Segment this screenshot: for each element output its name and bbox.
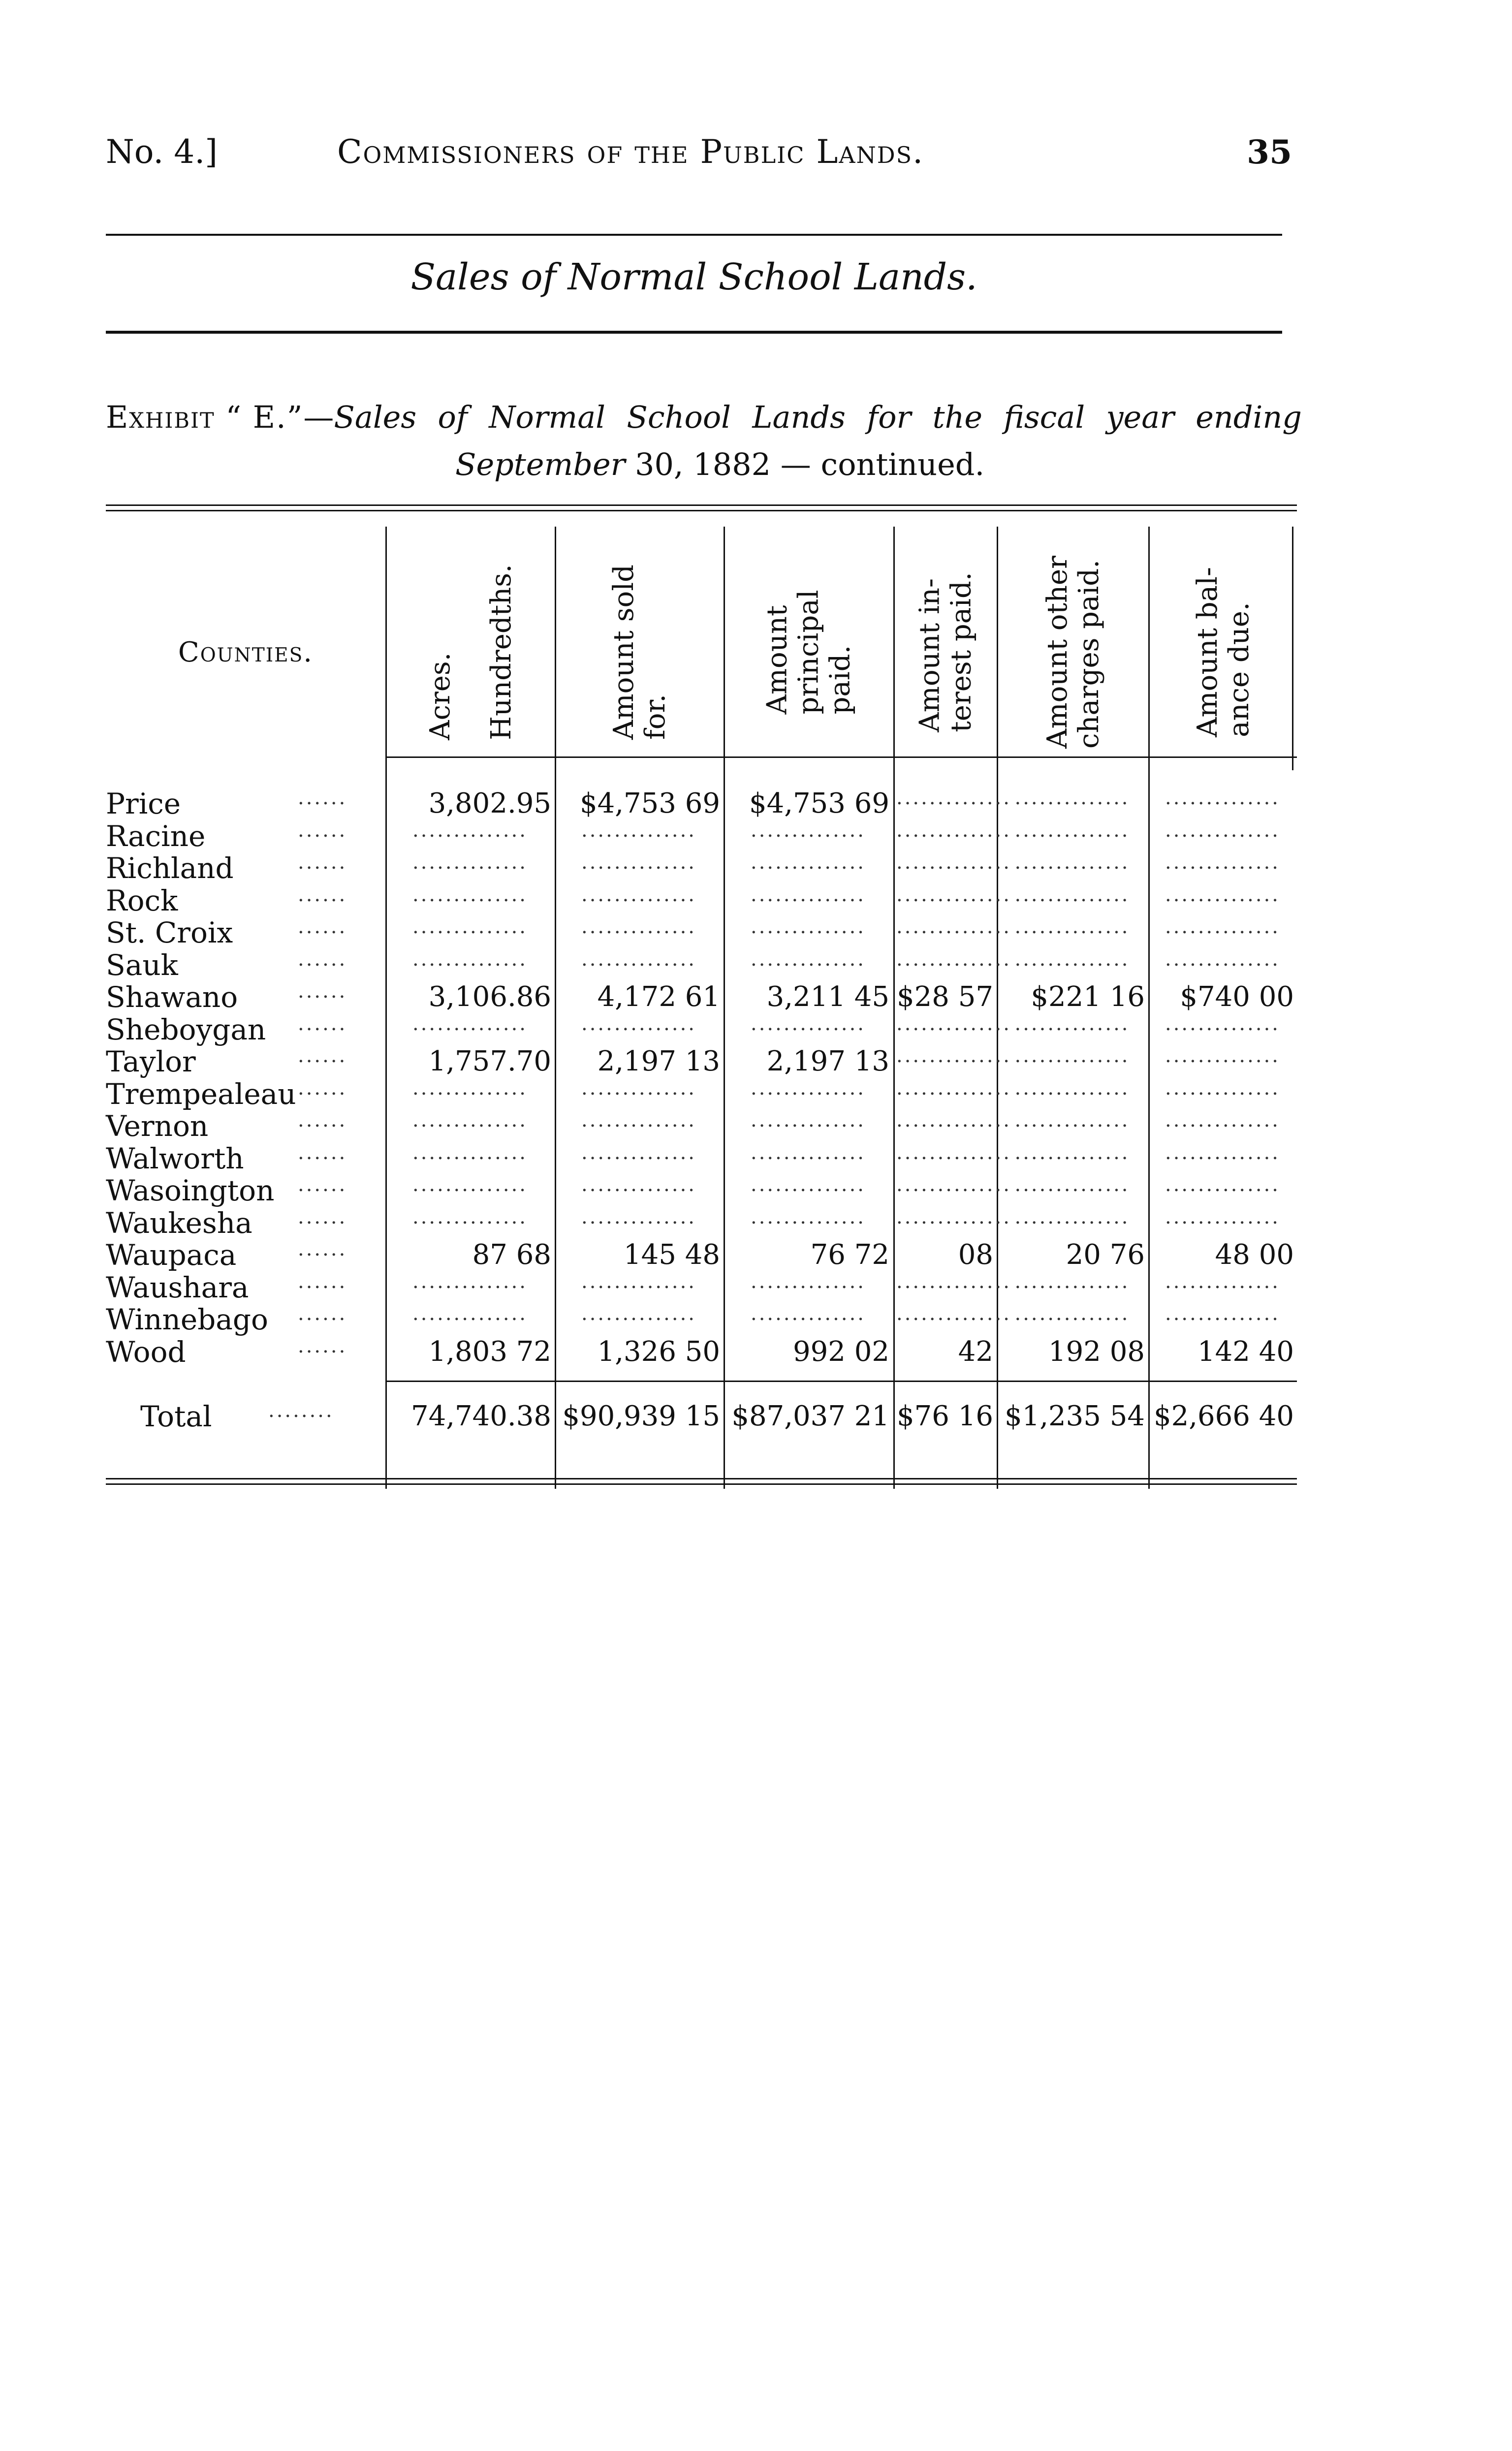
- county-name: Richland: [106, 851, 234, 885]
- table-row: [106, 1303, 1297, 1336]
- exhibit-word: the: [932, 399, 983, 435]
- total-other: $1,235 54: [1004, 1400, 1145, 1432]
- cell-balance: ··············: [1165, 1147, 1280, 1170]
- cell-other: ··············: [1014, 1147, 1130, 1170]
- exhibit-word: School: [627, 399, 731, 435]
- cell-interest: ··············: [896, 1115, 1012, 1137]
- leader-dots: ······: [298, 1179, 347, 1202]
- cell-balance: ··············: [1165, 953, 1280, 976]
- cell-balance: ··············: [1165, 1211, 1280, 1234]
- exhibit-date: 30, 1882 — continued.: [635, 446, 985, 482]
- cell-other: ··············: [1014, 921, 1130, 944]
- cell-sold: ··············: [581, 1179, 696, 1202]
- cell-other: ··············: [1014, 1211, 1130, 1234]
- county-name: Wasoington: [106, 1174, 275, 1207]
- cell-principal: ··············: [750, 824, 866, 848]
- cell-acres: ··············: [412, 1211, 528, 1234]
- cell-other: ··············: [1014, 1179, 1130, 1202]
- cell-sold: ··············: [581, 857, 696, 880]
- cell-interest: ··············: [896, 824, 1012, 848]
- table-row: [106, 852, 1297, 884]
- cell-principal: ··············: [750, 921, 866, 944]
- leader-dots: ······: [298, 1244, 347, 1266]
- cell-balance: ··············: [1165, 1082, 1280, 1105]
- cell-balance: ··············: [1165, 1179, 1280, 1202]
- table-row: [106, 1207, 1297, 1239]
- exhibit-dash: —: [303, 399, 334, 435]
- leader-dots: ······: [298, 986, 347, 1008]
- cell-principal: ··············: [750, 1115, 866, 1137]
- cell-interest: ··············: [896, 1211, 1012, 1234]
- cell-interest: 42: [958, 1335, 993, 1368]
- cell-acres: ··············: [412, 1082, 528, 1105]
- cell-sold: ··············: [581, 953, 696, 976]
- exhibit-caption-line-1: [106, 394, 1302, 441]
- table-row: [106, 1142, 1297, 1175]
- total-label: Total: [140, 1400, 212, 1433]
- cell-principal: ··············: [750, 889, 866, 912]
- header-divider: [385, 756, 1297, 758]
- cell-sold: ··············: [581, 1147, 696, 1170]
- exhibit-caption: [106, 394, 1302, 488]
- table-top-rule: [106, 504, 1297, 511]
- county-name: Racine: [106, 819, 206, 853]
- cell-interest: 08: [958, 1239, 993, 1271]
- leader-dots: ······: [298, 1147, 347, 1170]
- cell-other: 20 76: [1066, 1239, 1145, 1271]
- header-counties-label: Counties.: [178, 636, 314, 668]
- cell-acres: ··············: [412, 1147, 528, 1170]
- cell-principal: 76 72: [810, 1239, 889, 1271]
- cell-principal: 2,197 13: [766, 1045, 889, 1077]
- cell-principal: $4,753 69: [749, 787, 889, 819]
- header-other-charges-line-2: charges paid.: [1072, 560, 1105, 749]
- table-row: [106, 1110, 1297, 1142]
- total-interest: $76 16: [897, 1400, 993, 1432]
- leader-dots: ······: [298, 1340, 347, 1363]
- table-row: [106, 1013, 1297, 1046]
- cell-balance: ··············: [1165, 1276, 1280, 1299]
- cell-other: ··············: [1014, 1082, 1130, 1105]
- cell-interest: $28 57: [897, 981, 993, 1013]
- exhibit-caption-line-2: [106, 441, 1302, 488]
- cell-interest: ··············: [896, 857, 1012, 880]
- cell-interest: ··············: [896, 921, 1012, 944]
- cell-other: ··············: [1014, 792, 1130, 815]
- header-acres-label: Acres.: [424, 652, 456, 740]
- cell-principal: 3,211 45: [766, 981, 889, 1013]
- header-acres: [387, 539, 555, 765]
- cell-sold: ··············: [581, 1308, 696, 1331]
- cell-acres: ··············: [412, 1115, 528, 1137]
- cell-acres: 1,757.70: [428, 1045, 551, 1077]
- county-name: Price: [106, 787, 181, 820]
- table-row: [106, 1271, 1297, 1304]
- cell-sold: ··············: [581, 921, 696, 944]
- cell-sold: ··············: [581, 1276, 696, 1299]
- exhibit-word: Sales: [334, 399, 417, 435]
- cell-principal: ··············: [750, 1276, 866, 1299]
- cell-interest: ··············: [896, 953, 1012, 976]
- cell-interest: ··············: [896, 1308, 1012, 1331]
- header-principal-line-2: principal: [792, 590, 825, 715]
- total-sold: $90,939 15: [562, 1400, 720, 1432]
- cell-acres: 87 68: [472, 1239, 551, 1271]
- page-number: 35: [1247, 133, 1292, 171]
- cell-interest: ··············: [896, 1179, 1012, 1202]
- cell-principal: ··············: [750, 1018, 866, 1041]
- cell-interest: ··············: [896, 792, 1012, 815]
- cell-acres: ··············: [412, 889, 528, 912]
- cell-interest: ··············: [896, 1018, 1012, 1041]
- title-rule: [106, 331, 1282, 334]
- county-name: Wood: [106, 1335, 186, 1369]
- cell-other: 192 08: [1048, 1335, 1145, 1368]
- cell-sold: ··············: [581, 824, 696, 848]
- cell-balance: ··············: [1165, 792, 1280, 815]
- leader-dots: ······: [298, 1082, 347, 1105]
- county-name: Taylor: [106, 1045, 196, 1078]
- county-name: Waushara: [106, 1270, 249, 1304]
- cell-other: ··············: [1014, 889, 1130, 912]
- cell-acres: ··············: [412, 953, 528, 976]
- cell-principal: ··············: [750, 1147, 866, 1170]
- cell-sold: ··············: [581, 1211, 696, 1234]
- county-name: Walworth: [106, 1141, 244, 1175]
- cell-sold: 145 48: [624, 1239, 720, 1271]
- total-principal: $87,037 21: [731, 1400, 889, 1432]
- cell-balance: ··············: [1165, 1115, 1280, 1137]
- leader-dots: ······: [298, 792, 347, 815]
- header-balance-line-2: ance due.: [1223, 602, 1255, 737]
- table-row: [106, 1336, 1297, 1368]
- cell-sold: ··············: [581, 1115, 696, 1137]
- header-interest-line-2: terest paid.: [945, 572, 977, 732]
- cell-acres: 1,803 72: [428, 1335, 551, 1368]
- header-interest-line-1: Amount in-: [914, 578, 946, 732]
- cell-acres: ··············: [412, 1018, 528, 1041]
- header-hundredths-label: Hundredths.: [485, 564, 517, 740]
- exhibit-word: of: [438, 399, 468, 435]
- cell-principal: 992 02: [793, 1335, 889, 1368]
- county-name: Waukesha: [106, 1206, 252, 1240]
- exhibit-label: Exhibit “ E.”: [106, 399, 304, 435]
- cell-other: ··············: [1014, 1308, 1130, 1331]
- cell-acres: ··············: [412, 921, 528, 944]
- cell-other: ··············: [1014, 1276, 1130, 1299]
- leader-dots: ········: [268, 1405, 334, 1428]
- cell-acres: 3,106.86: [428, 981, 551, 1013]
- cell-acres: ··············: [412, 1276, 528, 1299]
- exhibit-word: year: [1106, 399, 1174, 435]
- cell-other: ··············: [1014, 953, 1130, 976]
- county-name: Vernon: [106, 1109, 209, 1143]
- leader-dots: ······: [298, 1211, 347, 1234]
- cell-other: ··············: [1014, 1018, 1130, 1041]
- cell-interest: ··············: [896, 1147, 1012, 1170]
- cell-principal: ··············: [750, 953, 866, 976]
- cell-balance: ··············: [1165, 857, 1280, 880]
- leader-dots: ······: [298, 1308, 347, 1331]
- county-name: St. Croix: [106, 916, 233, 949]
- total-divider: [385, 1381, 1297, 1382]
- cell-sold: 1,326 50: [597, 1335, 720, 1368]
- header-balance: [1150, 539, 1297, 765]
- exhibit-word: Lands: [752, 399, 846, 435]
- header-principal-line-3: paid.: [824, 645, 856, 715]
- leader-dots: ······: [298, 1050, 347, 1073]
- leader-dots: ······: [298, 1115, 347, 1137]
- cell-sold: ··············: [581, 1018, 696, 1041]
- cell-other: ··············: [1014, 1050, 1130, 1073]
- table-row: [106, 1174, 1297, 1207]
- leader-dots: ······: [298, 1276, 347, 1299]
- header-other-charges: [998, 539, 1148, 765]
- table-bottom-rule: [106, 1478, 1297, 1485]
- header-amount-sold: [556, 539, 724, 765]
- header-principal: [725, 539, 893, 765]
- cell-acres: ··············: [412, 824, 528, 848]
- cell-interest: ··············: [896, 1050, 1012, 1073]
- header-amount-sold-line-2: for.: [639, 694, 671, 740]
- cell-interest: ··············: [896, 889, 1012, 912]
- header-counties: [106, 539, 385, 765]
- cell-other: ··············: [1014, 824, 1130, 848]
- leader-dots: ······: [298, 857, 347, 880]
- cell-balance: ··············: [1165, 1308, 1280, 1331]
- cell-balance: ··············: [1165, 1050, 1280, 1073]
- leader-dots: ······: [298, 889, 347, 912]
- total-balance: $2,666 40: [1153, 1400, 1294, 1432]
- cell-other: $221 16: [1031, 981, 1145, 1013]
- running-head: [106, 133, 1292, 177]
- cell-acres: ··············: [412, 1179, 528, 1202]
- cell-principal: ··············: [750, 857, 866, 880]
- sales-table: [106, 504, 1297, 1496]
- cell-sold: 4,172 61: [597, 981, 720, 1013]
- table-row: [106, 787, 1297, 820]
- cell-balance: ··············: [1165, 889, 1280, 912]
- table-row: [106, 916, 1297, 949]
- running-head-title: Commissioners of the Public Lands.: [337, 133, 924, 171]
- county-name: Rock: [106, 883, 178, 917]
- cell-sold: ··············: [581, 1082, 696, 1105]
- exhibit-word: Normal: [489, 399, 605, 435]
- county-name: Winnebago: [106, 1303, 268, 1336]
- cell-balance: ··············: [1165, 1018, 1280, 1041]
- cell-principal: ··············: [750, 1211, 866, 1234]
- cell-balance: ··············: [1165, 921, 1280, 944]
- total-row: [106, 1400, 1297, 1433]
- county-name: Trempealeau: [106, 1077, 296, 1111]
- leader-dots: ······: [298, 1018, 347, 1041]
- exhibit-month: September: [455, 446, 626, 482]
- county-name: Sheboygan: [106, 1012, 266, 1046]
- cell-other: ··············: [1014, 1115, 1130, 1137]
- cell-principal: ··············: [750, 1082, 866, 1105]
- header-amount-sold-line-1: Amount sold: [608, 565, 640, 740]
- table-row: [106, 949, 1297, 981]
- cell-sold: 2,197 13: [597, 1045, 720, 1077]
- header-interest: [895, 539, 997, 765]
- table-row: [106, 981, 1297, 1013]
- county-name: Sauk: [106, 948, 178, 982]
- county-name: Shawano: [106, 980, 238, 1014]
- cell-sold: ··············: [581, 889, 696, 912]
- cell-other: ··············: [1014, 857, 1130, 880]
- cell-interest: ··············: [896, 1082, 1012, 1105]
- cell-balance: ··············: [1165, 824, 1280, 848]
- exhibit-word: for: [867, 399, 912, 435]
- leader-dots: ······: [298, 921, 347, 944]
- exhibit-label-group: [106, 394, 416, 441]
- section-title: Sales of Normal School Lands.: [410, 256, 977, 298]
- header-rule: [106, 234, 1282, 236]
- header-other-charges-line-1: Amount other: [1041, 556, 1073, 749]
- cell-interest: ··············: [896, 1276, 1012, 1299]
- leader-dots: ······: [298, 953, 347, 976]
- cell-balance: $740 00: [1180, 981, 1294, 1013]
- table-row: [106, 1045, 1297, 1078]
- total-acres: 74,740.38: [410, 1400, 551, 1432]
- cell-acres: ··············: [412, 857, 528, 880]
- county-name: Waupaca: [106, 1238, 237, 1272]
- exhibit-word: ending: [1196, 399, 1302, 435]
- header-principal-line-1: Amount: [761, 605, 793, 715]
- cell-acres: ··············: [412, 1308, 528, 1331]
- table-row: [106, 820, 1297, 852]
- cell-sold: $4,753 69: [579, 787, 720, 819]
- header-balance-line-1: Amount bal-: [1191, 567, 1224, 737]
- document-number: No. 4.]: [106, 133, 218, 171]
- cell-balance: 142 40: [1197, 1335, 1294, 1368]
- table-row: [106, 1078, 1297, 1110]
- cell-balance: 48 00: [1215, 1239, 1294, 1271]
- leader-dots: ······: [298, 824, 347, 848]
- table-row: [106, 1239, 1297, 1271]
- cell-principal: ··············: [750, 1308, 866, 1331]
- table-row: [106, 884, 1297, 917]
- cell-principal: ··············: [750, 1179, 866, 1202]
- cell-acres: 3,802.95: [428, 787, 551, 819]
- exhibit-word: fiscal: [1004, 399, 1085, 435]
